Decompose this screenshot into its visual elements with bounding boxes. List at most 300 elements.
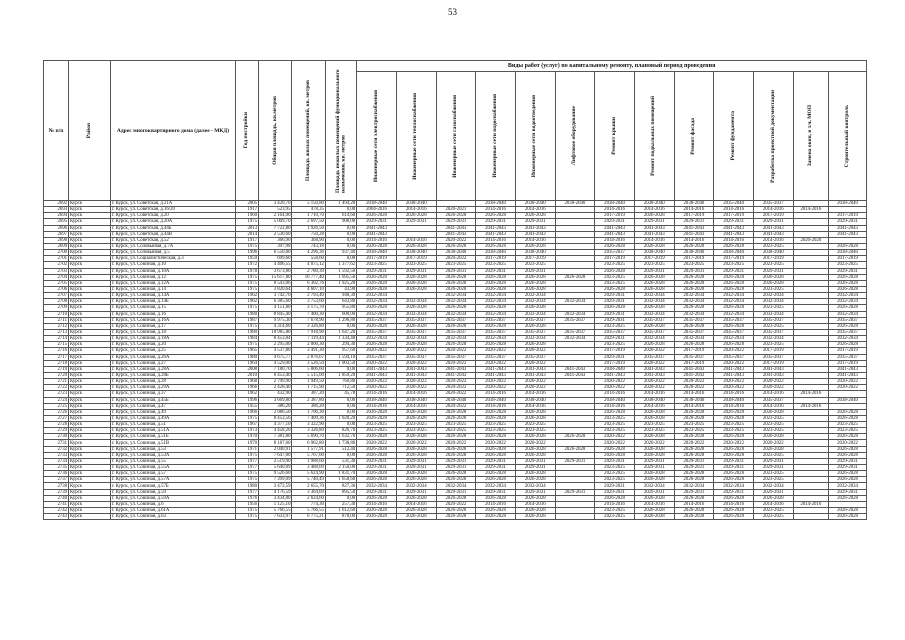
table-row <box>44 225 867 231</box>
table-cell: 2041-2043 <box>829 366 867 372</box>
table-cell: 2035-2037 <box>634 317 674 323</box>
table-cell: 2014-2016 <box>793 207 829 213</box>
table-cell: 1 494,20 <box>325 201 356 207</box>
table-cell: 2735 <box>44 465 69 471</box>
table-cell: 2 876,67 <box>292 354 325 360</box>
table-cell: 2020-2022 <box>476 360 516 366</box>
table-cell: 2014-2016 <box>515 403 555 409</box>
table-cell: 2029-2031 <box>555 489 595 495</box>
table-cell: 2020-2022 <box>634 379 674 385</box>
table-cell: 2029-2031 <box>829 465 867 471</box>
table-cell: 2014-2016 <box>753 207 793 213</box>
table-cell: 699,60 <box>259 256 292 262</box>
table-cell: 2017-2019 <box>515 256 555 262</box>
table-cell: 2020-2022 <box>476 379 516 385</box>
table-cell: 2035-2037 <box>674 329 714 335</box>
table-cell: 2023-2025 <box>595 422 635 428</box>
table-cell: 2026-2028 <box>396 477 436 483</box>
table-cell: 0,00 <box>325 397 356 403</box>
table-cell: 2017-2019 <box>829 213 867 219</box>
table-cell: 2020-2022 <box>436 379 476 385</box>
table-cell: 2723 <box>44 391 69 397</box>
table-cell: 2032-2034 <box>674 483 714 489</box>
table-cell: 2032-2034 <box>396 483 436 489</box>
table-cell: 2035-2037 <box>595 329 635 335</box>
table-cell: 2032-2034 <box>829 311 867 317</box>
table-cell: 2020-2022 <box>829 385 867 391</box>
table-cell: 948,30 <box>325 293 356 299</box>
table-cell: 2014-2016 <box>476 403 516 409</box>
table-cell: 432,90 <box>259 391 292 397</box>
col-area-header: Общая площадь, кв.метров <box>259 61 292 201</box>
table-cell: 2014-2016 <box>515 501 555 507</box>
table-cell: 2020-2022 <box>714 348 754 354</box>
table-cell: 2026-2028 <box>714 434 754 440</box>
table-cell: 2029-2031 <box>476 458 516 464</box>
table-cell: 2026-2028 <box>595 268 635 274</box>
table-cell: 2035-2037 <box>357 317 397 323</box>
table-cell <box>555 514 595 520</box>
table-cell: 2038-2040 <box>357 397 397 403</box>
table-row <box>44 354 867 360</box>
table-cell: 2041-2043 <box>396 372 436 378</box>
table-cell: 4 607,10 <box>292 286 325 292</box>
table-cell: 2029-2031 <box>753 268 793 274</box>
table-cell: 2026-2028 <box>714 243 754 249</box>
table-cell: г. Курск, ул. Союзная, д.59 <box>110 489 235 495</box>
table-cell: 2032-2034 <box>515 483 555 489</box>
table-cell: 2041-2043 <box>476 225 516 231</box>
table-cell: 2032-2034 <box>476 293 516 299</box>
table-cell: Курск <box>69 256 111 262</box>
table-cell: 2017-2019 <box>753 360 793 366</box>
table-cell: 3 488,09 <box>292 465 325 471</box>
table-cell: 2026-2028 <box>476 409 516 415</box>
table-cell: 1968 <box>236 379 259 385</box>
table-cell: 2029-2031 <box>357 489 397 495</box>
table-cell: 2032-2034 <box>829 336 867 342</box>
table-cell: 2 000,30 <box>292 342 325 348</box>
table-cell: 1972 <box>236 262 259 268</box>
table-cell: 1978 <box>236 268 259 274</box>
table-cell: 2032-2034 <box>753 483 793 489</box>
table-cell: 2734 <box>44 458 69 464</box>
table-cell: 2023-2025 <box>753 477 793 483</box>
table-cell: г. Курск, ул. Союзная, д.14А <box>110 293 235 299</box>
table-cell: Курск <box>69 274 111 280</box>
table-cell: 2026-2028 <box>436 446 476 452</box>
table-cell: 2026-2028 <box>634 409 674 415</box>
table-cell: 2741 <box>44 501 69 507</box>
table-cell: 2726 <box>44 409 69 415</box>
table-cell: 2026-2028 <box>555 274 595 280</box>
table-cell: Курск <box>69 483 111 489</box>
table-cell: 955,80 <box>325 305 356 311</box>
table-cell: 2029-2031 <box>595 299 635 305</box>
table-cell: 2041-2043 <box>753 225 793 231</box>
table-cell: Курск <box>69 213 111 219</box>
table-cell: 3 364,69 <box>292 489 325 495</box>
table-cell: 2032-2034 <box>634 293 674 299</box>
table-cell: 531,30 <box>325 458 356 464</box>
table-cell: 750,28 <box>292 231 325 237</box>
table-cell: 8 845,40 <box>259 311 292 317</box>
table-cell: Курск <box>69 243 111 249</box>
col-nonliving-header: Площадь нежилых помещений функционального назначения, кв. метров <box>325 61 356 201</box>
table-cell: 2020-2022 <box>476 385 516 391</box>
table-cell: Курск <box>69 465 111 471</box>
table-cell: 2014-2016 <box>476 237 516 243</box>
table-cell: 2038-2040 <box>515 250 555 256</box>
table-cell: 2029-2031 <box>515 489 555 495</box>
table-cell: г. Курск, ул. Союзная, д.53А <box>110 452 235 458</box>
table-cell: 2020-2022 <box>396 385 436 391</box>
table-cell: Курск <box>69 495 111 501</box>
table-cell: 2029-2031 <box>714 268 754 274</box>
table-cell: Курск <box>69 471 111 477</box>
table-cell: 368,90 <box>292 237 325 243</box>
table-cell: 2038-2040 <box>515 397 555 403</box>
table-cell: 2026-2028 <box>714 415 754 421</box>
table-cell: 2029-2031 <box>396 465 436 471</box>
table-cell: 2035-2037 <box>476 317 516 323</box>
table-cell: 2029-2031 <box>829 489 867 495</box>
table-cell: 2026-2028 <box>515 452 555 458</box>
table-cell: 2699 <box>44 243 69 249</box>
table-cell: 2023-2025 <box>753 262 793 268</box>
table-cell: 2 387,80 <box>292 397 325 403</box>
table-cell: 2032-2034 <box>829 299 867 305</box>
table-cell: 2029-2031 <box>753 465 793 471</box>
table-cell: 2029-2031 <box>595 293 635 299</box>
table-cell: 2026-2028 <box>555 446 595 452</box>
table-cell: г. Курск, ул. Союзная, д.59А <box>110 495 235 501</box>
table-cell: 0,00 <box>325 422 356 428</box>
table-cell: 2026-2028 <box>476 274 516 280</box>
table-cell: 2026-2028 <box>515 286 555 292</box>
table-cell: 2032-2034 <box>753 299 793 305</box>
table-cell: 2023-2025 <box>595 465 635 471</box>
table-cell: 2026-2028 <box>476 508 516 514</box>
table-cell: 2014-2016 <box>674 403 714 409</box>
table-cell: Курск <box>69 501 111 507</box>
table-cell: г. Курск, ул. Союзная, д.27 <box>110 360 235 366</box>
table-cell: 7 722,80 <box>259 225 292 231</box>
table-cell: 2026-2028 <box>714 305 754 311</box>
table-cell: 1984 <box>236 336 259 342</box>
table-cell: 1 334,40 <box>325 336 356 342</box>
table-cell: 2711 <box>44 317 69 323</box>
table-cell: 2017-2019 <box>674 348 714 354</box>
table-cell: 2026-2028 <box>595 495 635 501</box>
table-cell: 1970 <box>236 440 259 446</box>
table-cell: 2026-2028 <box>829 280 867 286</box>
table-cell: 2032-2034 <box>515 299 555 305</box>
table-cell: 2026-2028 <box>436 495 476 501</box>
table-cell: 2029-2031 <box>476 489 516 495</box>
table-cell: 2029-2031 <box>595 483 635 489</box>
table-cell: 2014-2016 <box>753 403 793 409</box>
table-cell: 2020-2022 <box>829 440 867 446</box>
col-work-header: Ремонт фундамента <box>714 72 754 201</box>
table-cell: 2026-2028 <box>674 415 714 421</box>
table-cell: 2716 <box>44 348 69 354</box>
table-cell: 2026-2028 <box>396 286 436 292</box>
table-row <box>44 207 867 213</box>
table-cell: 2035-2037 <box>357 329 397 335</box>
table-cell: 1 710,70 <box>292 213 325 219</box>
table-row <box>44 219 867 225</box>
col-living-header: Площадь жилых помещений, кв. метров <box>292 61 325 201</box>
table-cell: 2701 <box>44 256 69 262</box>
table-cell: 2026-2028 <box>634 477 674 483</box>
table-cell: 2026-2028 <box>714 274 754 280</box>
table-cell: 2026-2028 <box>396 471 436 477</box>
table-cell: 2041-2043 <box>595 372 635 378</box>
table-cell: г. Курск, ул. Союзная, д.55А <box>110 465 235 471</box>
table-cell: 2041-2043 <box>595 231 635 237</box>
table-cell: Курск <box>69 452 111 458</box>
table-cell: 2020-2022 <box>476 348 516 354</box>
table-cell: 2026-2028 <box>674 471 714 477</box>
table-cell: 2014-2016 <box>674 237 714 243</box>
table-cell: г. Курск, ул. Союзная, д.14Б <box>110 299 235 305</box>
table-row <box>44 440 867 446</box>
table-row <box>44 434 867 440</box>
table-cell: 2026-2028 <box>515 514 555 520</box>
table-cell: 2026-2028 <box>436 452 476 458</box>
table-cell: 2041-2043 <box>436 366 476 372</box>
table-cell: 2029-2031 <box>634 268 674 274</box>
table-cell: 2026-2028 <box>515 446 555 452</box>
table-cell: 9 526,60 <box>259 471 292 477</box>
table-cell: Курск <box>69 348 111 354</box>
table-cell: 1 125,10 <box>259 501 292 507</box>
table-cell: 2017-2019 <box>396 256 436 262</box>
table-cell: г. Курск, ул. Союзная, д.47 <box>110 403 235 409</box>
table-cell: 2035-2037 <box>396 329 436 335</box>
table-cell: 2014-2016 <box>476 391 516 397</box>
table-cell: 4 675,77 <box>259 354 292 360</box>
table-cell: Курск <box>69 237 111 243</box>
table-cell: 2020-2022 <box>396 379 436 385</box>
table-cell: 2014-2016 <box>476 207 516 213</box>
table-cell: 43,90 <box>325 286 356 292</box>
table-cell: 5 766,55 <box>292 508 325 514</box>
table-cell: 2026-2028 <box>396 342 436 348</box>
table-cell: 2020-2022 <box>595 434 635 440</box>
table-cell: 2026-2028 <box>515 323 555 329</box>
table-cell: 2026-2028 <box>634 471 674 477</box>
table-cell: Курск <box>69 489 111 495</box>
table-cell: 2032-2034 <box>436 336 476 342</box>
table-cell: 2026-2028 <box>357 280 397 286</box>
table-cell: 643,80 <box>325 299 356 305</box>
table-cell: 1 377,62 <box>325 262 356 268</box>
table-cell: 2023-2025 <box>634 428 674 434</box>
table-cell: 2023-2025 <box>436 422 476 428</box>
table-cell: 2026-2028 <box>829 305 867 311</box>
table-cell: 2017-2019 <box>829 360 867 366</box>
table-cell: 2014-2016 <box>753 501 793 507</box>
table-cell: 3 175,70 <box>292 305 325 311</box>
table-cell: 2026-2028 <box>829 243 867 249</box>
table-cell: 2035-2037 <box>476 329 516 335</box>
table-cell: 2041-2043 <box>674 372 714 378</box>
table-cell: 2020-2022 <box>595 379 635 385</box>
table-cell: 2026-2028 <box>396 446 436 452</box>
table-cell: 4 377,10 <box>259 422 292 428</box>
table-cell: 2023-2025 <box>515 428 555 434</box>
table-cell: 2029-2031 <box>674 465 714 471</box>
table-cell: 2026-2028 <box>357 415 397 421</box>
table-cell: 2041-2043 <box>634 225 674 231</box>
table-cell: 2020-2022 <box>436 256 476 262</box>
table-cell: г. Курск, ул. Союзная, д.63 <box>110 514 235 520</box>
table-cell: 2038-2040 <box>396 397 436 403</box>
table-cell: 2014-2016 <box>714 207 754 213</box>
table-cell: 2014-2016 <box>595 207 635 213</box>
table-cell: 2707 <box>44 293 69 299</box>
col-work-header: Лифтовое оборудование <box>555 72 595 201</box>
table-row <box>44 243 867 249</box>
table-cell: 1 949,50 <box>292 379 325 385</box>
table-cell: 2038-2040 <box>595 201 635 207</box>
table-cell: 2032-2034 <box>357 483 397 489</box>
table-cell: 2023-2025 <box>595 428 635 434</box>
table-cell: 2724 <box>44 397 69 403</box>
table-cell: 558,60 <box>292 256 325 262</box>
table-cell: 2020-2022 <box>634 348 674 354</box>
table-cell: 2026-2028 <box>753 280 793 286</box>
table-cell: 2026-2028 <box>476 477 516 483</box>
table-cell: Курск <box>69 219 111 225</box>
table-row <box>44 385 867 391</box>
table-cell: 2032-2034 <box>753 293 793 299</box>
table-cell: 2026-2028 <box>357 514 397 520</box>
table-row <box>44 452 867 458</box>
table-cell: 2026-2028 <box>595 409 635 415</box>
table-cell: Курск <box>69 409 111 415</box>
table-cell: 2029-2031 <box>753 458 793 464</box>
table-cell: 2029-2031 <box>357 219 397 225</box>
table-cell: 2026-2028 <box>357 495 397 501</box>
table-cell: 0,00 <box>325 225 356 231</box>
table-cell: 2026-2028 <box>436 280 476 286</box>
table-cell: 1 715,90 <box>292 385 325 391</box>
table-cell: 2017-2019 <box>829 256 867 262</box>
table-cell: 4 529,00 <box>259 360 292 366</box>
col-work-header: Инженерные сети газоснабжения <box>436 72 476 201</box>
table-cell: 2026-2028 <box>634 323 674 329</box>
table-cell: 2014-2016 <box>357 237 397 243</box>
table-cell: г. Курск, ул. Союзная, д.18А <box>110 336 235 342</box>
table-cell: 2026-2028 <box>595 305 635 311</box>
table-cell: 1962 <box>236 299 259 305</box>
table-cell: 2026-2028 <box>674 477 714 483</box>
table-cell: 2041-2043 <box>714 372 754 378</box>
table-cell: 1 926,50 <box>292 225 325 231</box>
table-cell: 2026-2028 <box>595 446 635 452</box>
table-cell: г. Курск, ул. Соловьиная, д.7А <box>110 243 235 249</box>
table-cell: 2026-2028 <box>476 305 516 311</box>
table-cell: 1 925,20 <box>325 280 356 286</box>
table-row <box>44 372 867 378</box>
table-cell: 2014-2016 <box>714 403 754 409</box>
table-cell: 2020-2022 <box>634 385 674 391</box>
table-cell: 2026-2028 <box>515 477 555 483</box>
table-cell: 2 519,90 <box>259 458 292 464</box>
table-cell: г. Курск, ул. Союзная, д.6 <box>110 501 235 507</box>
table-cell: 4 075,12 <box>292 262 325 268</box>
table-row <box>44 280 867 286</box>
table-row <box>44 465 867 471</box>
table-cell: 7 400,30 <box>292 311 325 317</box>
table-cell: 2026-2028 <box>357 323 397 329</box>
table-cell: 2023-2025 <box>595 262 635 268</box>
table-cell: 2029-2031 <box>829 268 867 274</box>
table-cell: 2026-2028 <box>829 514 867 520</box>
table-cell: Курск <box>69 342 111 348</box>
table-cell: 2029-2031 <box>436 219 476 225</box>
table-cell: 523,95 <box>259 207 292 213</box>
table-cell: 2 086,50 <box>259 409 292 415</box>
table-cell: 2026-2028 <box>634 434 674 440</box>
table-cell: 2026-2028 <box>714 452 754 458</box>
table-cell: 2032-2034 <box>515 311 555 317</box>
table-cell: 478,35 <box>292 207 325 213</box>
table-cell: 2020-2022 <box>515 379 555 385</box>
table-cell: 2705 <box>44 280 69 286</box>
table-cell: 2020-2022 <box>357 360 397 366</box>
table-cell: 2026-2028 <box>515 434 555 440</box>
table-cell: 3 491,30 <box>292 348 325 354</box>
table-cell: Курск <box>69 305 111 311</box>
col-work-header: Ремонт подвальных помещений <box>634 72 674 201</box>
table-row <box>44 415 867 421</box>
table-cell: 2 697,50 <box>292 219 325 225</box>
table-cell: 2 150,00 <box>325 465 356 471</box>
table-cell: Курск <box>69 299 111 305</box>
table-cell: 1970 <box>236 434 259 440</box>
table-cell: г. Курск, ул. Союзная, д.51В <box>110 440 235 446</box>
table-cell: 2026-2028 <box>476 471 516 477</box>
table-cell: 2014-2016 <box>357 391 397 397</box>
table-cell: 2029-2031 <box>595 354 635 360</box>
table-cell: 2719 <box>44 366 69 372</box>
table-cell: Курск <box>69 360 111 366</box>
table-cell: 3 820,64 <box>259 286 292 292</box>
table-cell: 2041-2043 <box>714 231 754 237</box>
col-work-header: Ремонт крыши <box>595 72 635 201</box>
table-cell: 2 799,90 <box>259 379 292 385</box>
table-cell: 2026-2028 <box>396 305 436 311</box>
table-cell: 2029-2031 <box>476 219 516 225</box>
table-cell: 2023-2025 <box>753 428 793 434</box>
table-cell: 2032-2034 <box>357 293 397 299</box>
table-cell: 4 537,80 <box>259 348 292 354</box>
table-cell: 1964 <box>236 360 259 366</box>
table-cell: г. Курск, ул. Советская, д.44Б <box>110 225 235 231</box>
table-cell: Курск <box>69 225 111 231</box>
table-cell: 2035-2037 <box>674 317 714 323</box>
table-cell: 2718 <box>44 360 69 366</box>
table-cell: 386,20 <box>259 403 292 409</box>
table-cell: 2041-2043 <box>634 372 674 378</box>
table-cell: г. Курск, ул. Советская, д.16/20 <box>110 207 235 213</box>
table-cell: 8 453,84 <box>259 336 292 342</box>
table-cell: 2032-2034 <box>436 311 476 317</box>
